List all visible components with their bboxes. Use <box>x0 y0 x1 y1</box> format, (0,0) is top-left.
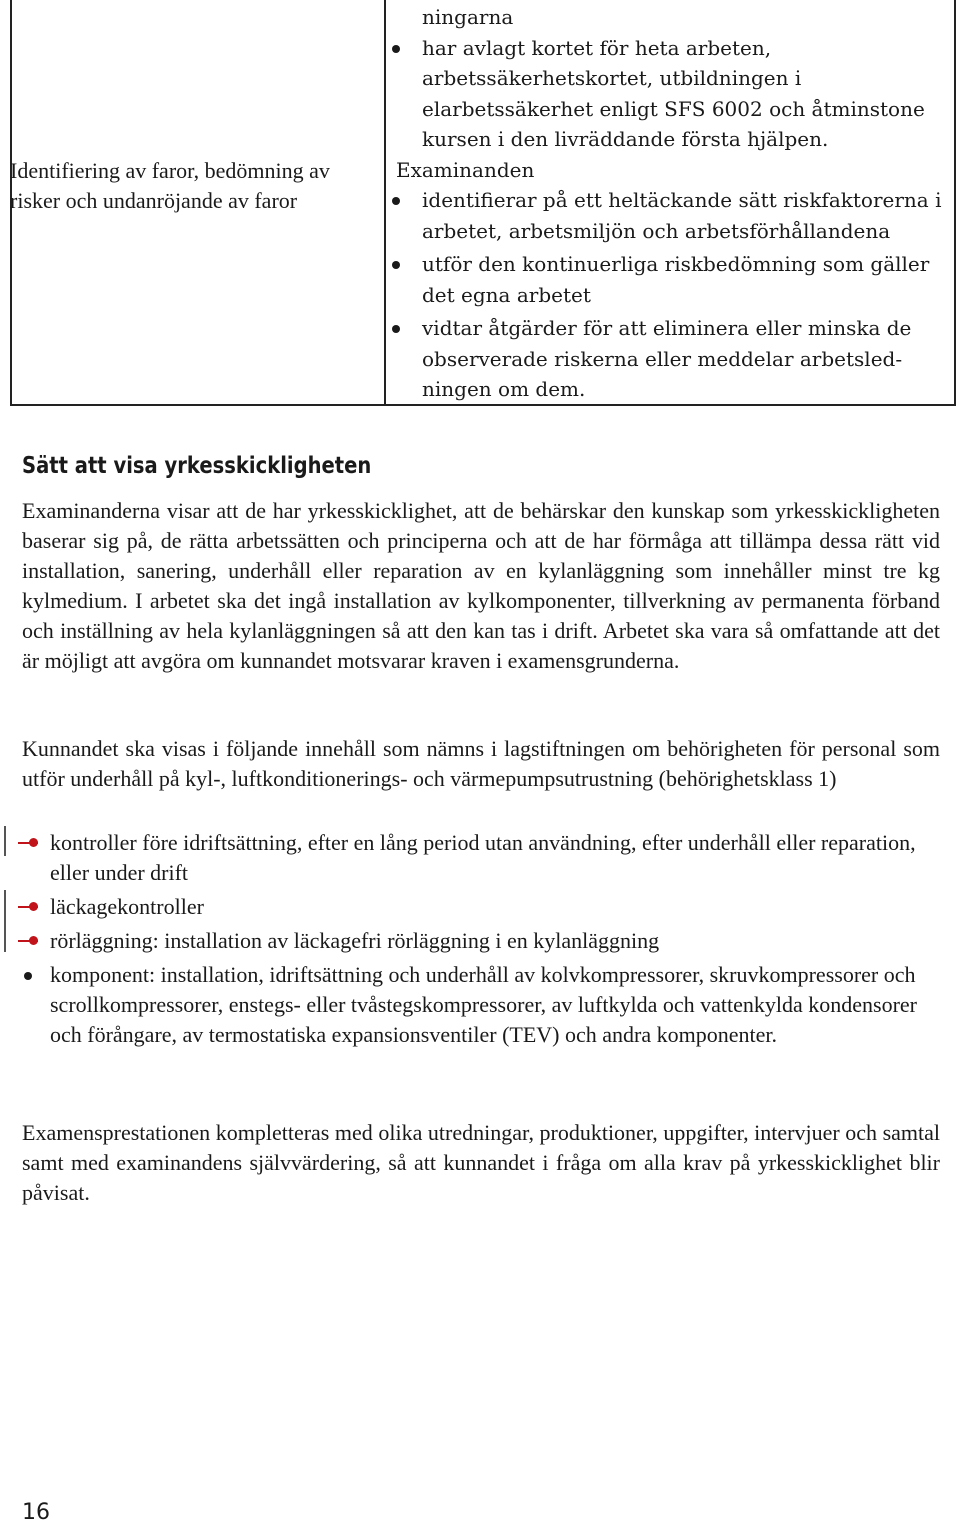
paragraph-1: Examinanderna visar att de har yrkesskicklighet, att de behärskar den kunskap som yrkesskickligheten baserar sig på, de rätta arbetssätten och principerna och att de har förmåga att tillämpa dessa rätt vid installation, sanering, underhåll eller reparation av en kylanläggning som innehåller minst tre kg kylmedium. I arbetet ska det ingå installation av kylkomponenter, tillverkning av permanenta förband och inställning av hela kylanläggningen så att den kan tas i drift. Arbetet ska vara så omfattande att det är möjligt att avgöra om kunnandet motsvarar kraven i examensgrunderna. <box>22 498 940 673</box>
subheading-examinanden: Examinanden <box>396 157 535 182</box>
list-item: rörläggning: installation av läckagefri rörläggning i en kylanläggning <box>22 926 940 956</box>
list-item: vidtar åtgärder för att eliminera eller minska de observerade riskerna eller meddelar arbetsledningen om dem. <box>384 313 944 405</box>
bullet-icon <box>392 261 400 269</box>
list-item: har avlagt kortet för heta arbeten, arbetssäkerhetskortet, utbildningen i elarbetssäkerhet enligt SFS 6002 och åtminstone kursen i den livräddande första hjälpen. <box>384 33 944 155</box>
paragraph-2: Kunnandet ska visas i följande innehåll som nämns i lagstiftningen om behörigheten för personal som utför underhåll på kyl-, luftkonditionerings- och värmepumpsutrustning (behörighetsklass 1) <box>22 736 940 791</box>
table-right-cell <box>384 2 944 405</box>
bullet-icon <box>24 972 32 980</box>
table-left-cell: Identifiering av faror, bedömning av risker och undanröjande av faror <box>10 158 330 213</box>
bullet-list-2 <box>384 185 944 405</box>
bullet-icon <box>392 197 400 205</box>
bullet-list-1 <box>384 33 944 155</box>
revision-bar <box>4 826 6 856</box>
list-item: identifierar på ett heltäckande sätt riskfaktorerna i arbetet, arbetsmiljön och arbetsförhållandena <box>384 185 944 246</box>
revised-bullet-icon <box>18 896 46 918</box>
bullet-icon <box>392 45 400 53</box>
continuation-text: ningarna <box>422 5 514 29</box>
page-number: 16 <box>22 1500 50 1525</box>
list-item: läckagekontroller <box>22 892 940 922</box>
list-item: komponent: installation, idriftsättning och underhåll av kolvkompressorer, skruvkompressorer och scrollkompressorer, enstegs- eller tvåstegskompressorer, av luftkylda och vattenkylda kondensorer och förångare, av termostatiska expansionsventiler (TEV) och andra komponenter. <box>22 960 940 1050</box>
bullet-icon <box>392 325 400 333</box>
revision-bar <box>4 890 6 952</box>
paragraph-3: Examensprestationen kompletteras med olika utredningar, produktioner, uppgifter, intervjuer och samtal samt med examinandens självvärdering, så att kunnandet i fråga om alla krav på yrkesskicklighet blir påvisat. <box>22 1120 940 1205</box>
competence-list <box>22 828 940 1054</box>
list-item: kontroller före idriftsättning, efter en lång period utan användning, efter underhåll eller reparation, eller under drift <box>22 828 940 888</box>
revised-bullet-icon <box>18 832 46 854</box>
revised-bullet-icon <box>18 930 46 952</box>
section-heading: Sätt att visa yrkesskickligheten <box>22 453 372 479</box>
list-item: utför den kontinuerliga riskbedömning som gäller det egna arbetet <box>384 249 944 310</box>
